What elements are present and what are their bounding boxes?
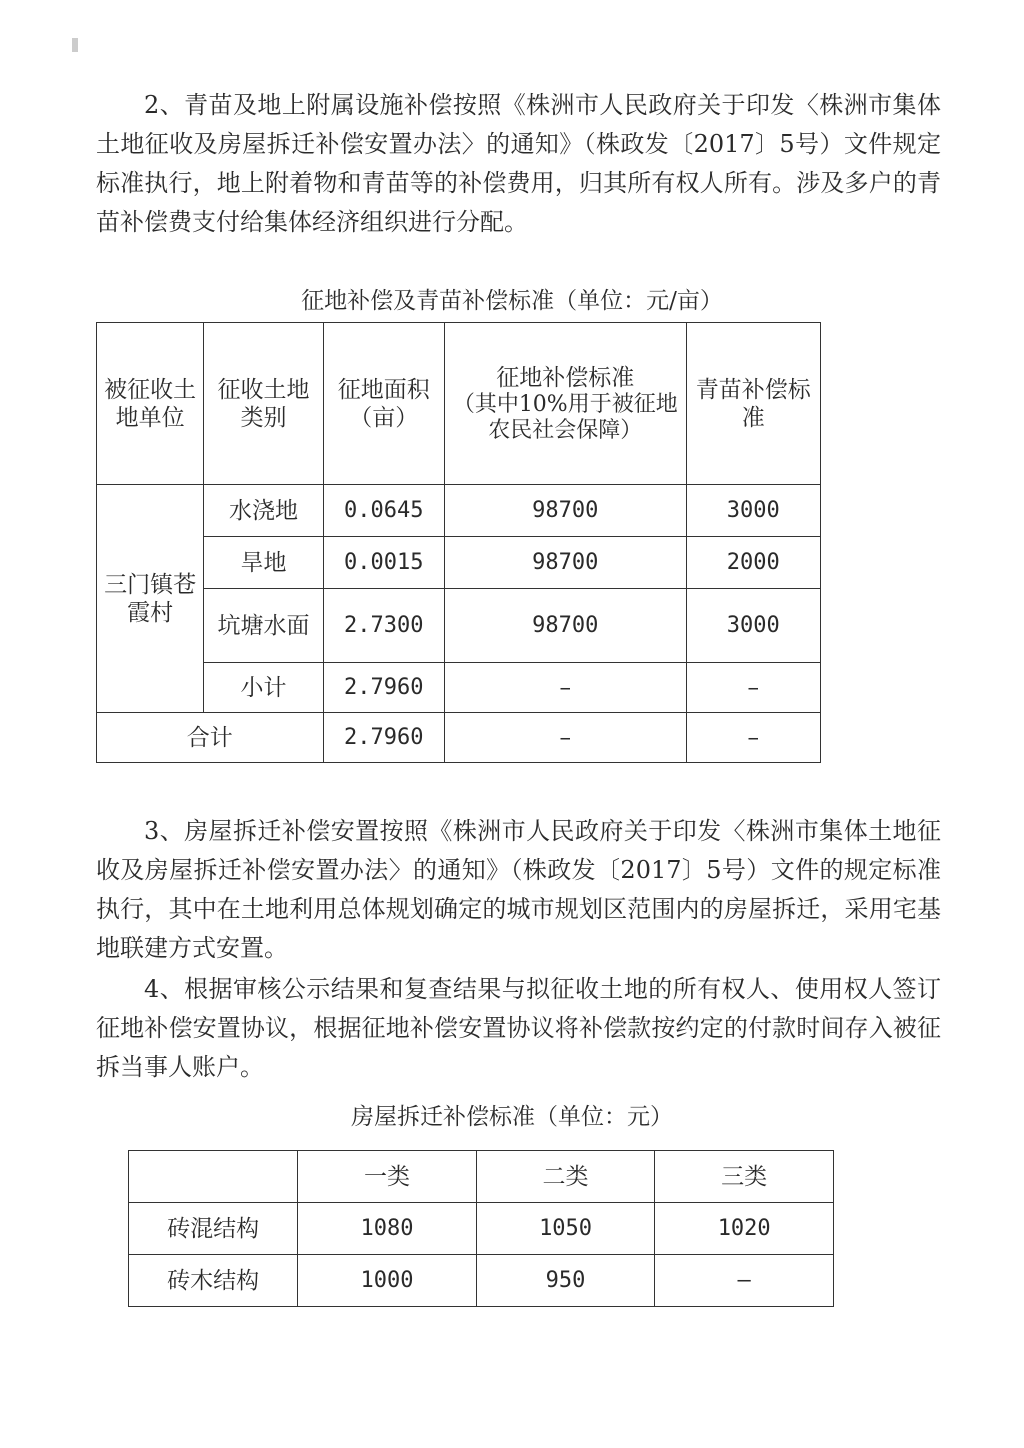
subtotal-label: 小计 [204, 663, 323, 713]
price-cell: – [655, 1255, 834, 1307]
total-standard: – [444, 713, 686, 763]
price-cell: 1020 [655, 1203, 834, 1255]
land-compensation-table [96, 322, 821, 763]
paragraph-2: 2、青苗及地上附属设施补偿按照《株洲市人民政府关于印发〈株洲市集体土地征收及房屋拆迁补偿安置办法〉的通知》（株政发〔2017〕5号）文件规定标准执行，地上附着物和青苗等的补偿费用，归其所有权人所有。涉及多户的青苗补偿费支付给集体经济组织进行分配。 [96, 91, 941, 236]
header-category: 征收土地类别 [204, 323, 323, 485]
header-standard-title: 征地补偿标准 [496, 364, 635, 391]
category-cell: 坑塘水面 [204, 589, 323, 663]
table-row [129, 1203, 834, 1255]
area-cell: 0.0015 [323, 537, 444, 589]
header-empty [129, 1151, 298, 1203]
table-row [97, 537, 821, 589]
green-cell: 3000 [686, 589, 820, 663]
header-class-2: 二类 [476, 1151, 655, 1203]
total-green: – [686, 713, 820, 763]
area-cell: 2.7300 [323, 589, 444, 663]
unit-name-cell: 三门镇苍霞村 [97, 485, 204, 713]
header-class-1: 一类 [298, 1151, 477, 1203]
structure-label: 砖木结构 [129, 1255, 298, 1307]
subtotal-row [97, 663, 821, 713]
paragraph-3: 3、房屋拆迁补偿安置按照《株洲市人民政府关于印发〈株洲市集体土地征收及房屋拆迁补偿安置办法〉的通知》（株政发〔2017〕5号）文件的规定标准执行，其中在土地利用总体规划确定的城市规划区范围内的房屋拆迁，采用宅基地联建方式安置。 [96, 817, 941, 962]
area-cell: 0.0645 [323, 485, 444, 537]
standard-cell: 98700 [444, 589, 686, 663]
total-label: 合计 [97, 713, 324, 763]
total-area: 2.7960 [323, 713, 444, 763]
category-cell: 水浇地 [204, 485, 323, 537]
scan-mark [72, 38, 78, 52]
green-cell: 3000 [686, 485, 820, 537]
header-standard-note: （其中10%用于被征地农民社会保障） [452, 391, 678, 443]
table-row [97, 589, 821, 663]
subtotal-green: – [686, 663, 820, 713]
table2-header-row [129, 1151, 834, 1203]
table1-caption: 征地补偿及青苗补偿标准（单位：元/亩） [301, 288, 723, 314]
subtotal-standard: – [444, 663, 686, 713]
green-cell: 2000 [686, 537, 820, 589]
header-standard [444, 323, 686, 485]
table-row [97, 485, 821, 537]
table-row [129, 1255, 834, 1307]
price-cell: 1080 [298, 1203, 477, 1255]
house-compensation-table [128, 1150, 834, 1307]
category-cell: 旱地 [204, 537, 323, 589]
subtotal-area: 2.7960 [323, 663, 444, 713]
header-unit: 被征收土地单位 [97, 323, 204, 485]
price-cell: 1050 [476, 1203, 655, 1255]
header-green: 青苗补偿标准 [686, 323, 820, 485]
standard-cell: 98700 [444, 485, 686, 537]
price-cell: 1000 [298, 1255, 477, 1307]
header-area: 征地面积（亩） [323, 323, 444, 485]
table2-caption: 房屋拆迁补偿标准（单位：元） [351, 1104, 673, 1130]
structure-label: 砖混结构 [129, 1203, 298, 1255]
standard-cell: 98700 [444, 537, 686, 589]
paragraph-4: 4、根据审核公示结果和复查结果与拟征收土地的所有权人、使用权人签订征地补偿安置协议，根据征地补偿安置协议将补偿款按约定的付款时间存入被征拆当事人账户。 [96, 975, 941, 1081]
total-row [97, 713, 821, 763]
header-class-3: 三类 [655, 1151, 834, 1203]
price-cell: 950 [476, 1255, 655, 1307]
